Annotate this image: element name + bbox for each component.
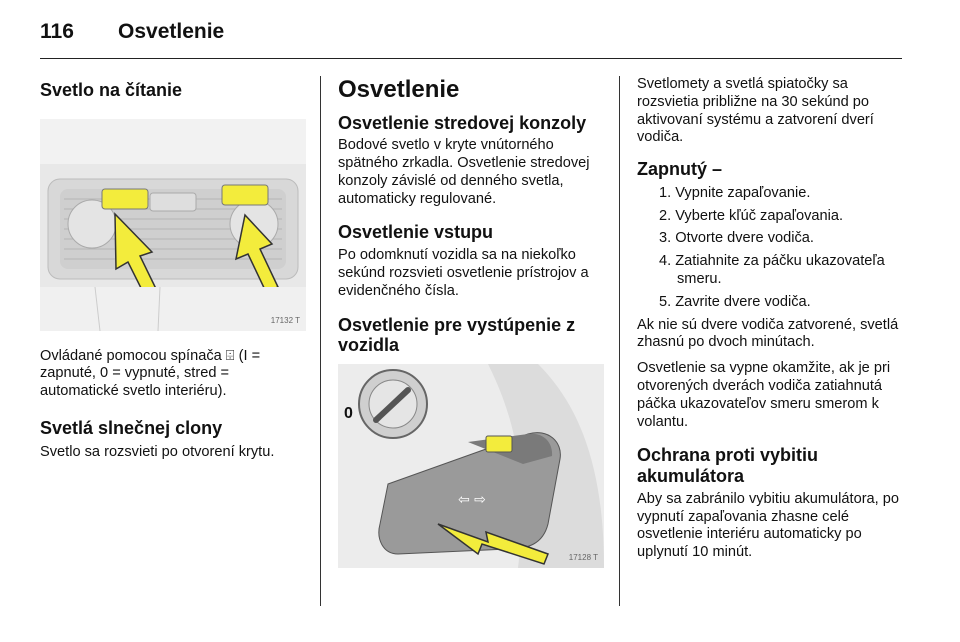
- switch-off-text: Osvetlenie sa vypne okamžite, ak je pri otvorených dverách vodiča zatiahnutá páčka ukazovateľov smeru smerom k volantu.: [637, 360, 891, 430]
- list-item: 1. Vypnite zapaľovanie.: [659, 184, 811, 201]
- reading-light-illustration: [40, 119, 306, 331]
- sun-visor-text: Svetlo sa rozsvieti po otvorení krytu.: [40, 443, 275, 460]
- svg-text:⇦ ⇨: ⇦ ⇨: [458, 491, 486, 508]
- heading-sun-visor-lights: Svetlá slnečnej clony: [40, 418, 223, 439]
- heading-console-light: Osvetlenie stredovej konzoly: [338, 112, 587, 133]
- heading-reading-light: Svetlo na čítanie: [40, 80, 183, 100]
- reading-light-figure: [40, 119, 306, 331]
- intro-text: Svetlomety a svetlá spiatočky sa rozsvietia približne na 30 sekúnd po aktivovaní systému a zatvorení dverí vodiča.: [637, 76, 874, 146]
- reading-light-text: Ovládané pomocou spínača ⌹ (I = zapnuté, 0 = vypnuté, stred = automatické svetlo interiéru).: [40, 347, 261, 400]
- section-title: Osvetlenie: [338, 76, 460, 103]
- exit-light-illustration: [338, 364, 604, 568]
- page-number: 116: [40, 20, 74, 43]
- column-divider-1: [320, 76, 321, 606]
- heading-switch-on: Zapnutý –: [637, 159, 723, 180]
- heading-battery-protection: Ochrana proti vybitiu akumulátora: [637, 445, 819, 487]
- list-item: 5. Zavrite dvere vodiča.: [659, 293, 811, 310]
- column-right: [637, 76, 907, 562]
- heading-exit-light: Osvetlenie pre vystúpenie z vozidla: [338, 314, 576, 356]
- list-item: 4. Zatiahnite za páčku ukazovateľa smeru.: [659, 253, 885, 288]
- column-left: [40, 76, 308, 462]
- figure-code-2: 17128 T: [568, 552, 598, 562]
- list-item: 2. Vyberte kľúč zapaľovania.: [659, 207, 844, 224]
- heading-entry-light: Osvetlenie vstupu: [338, 222, 494, 243]
- console-light-text: Bodové svetlo v kryte vnútorného spätného zrkadla. Osvetlenie stredovej konzoly závislé od denného svetla, automaticky regulované.: [338, 137, 590, 207]
- entry-light-text: Po odomknutí vozidla sa na niekoľko sekúnd rozsvieti osvetlenie prístrojov a evidenčného čísla.: [338, 247, 589, 299]
- battery-protection-text: Aby sa zabránilo vybitiu akumulátora, po vypnutí zapaľovania zhasne celé osvetlenie interiéru automaticky po uplynutí 10 minút.: [637, 490, 900, 561]
- page-title: Osvetlenie: [118, 20, 225, 43]
- door-not-closed-text: Ak nie sú dvere vodiča zatvorené, svetlá zhasnú po dvoch minútach.: [637, 316, 899, 351]
- exit-light-figure: [338, 364, 604, 568]
- column-middle: [338, 76, 610, 568]
- figure-label-zero: 0: [344, 404, 353, 422]
- steps-list: [637, 185, 907, 312]
- list-item: 3. Otvorte dvere vodiča.: [659, 230, 814, 247]
- column-divider-2: [619, 76, 620, 606]
- header-rule: [40, 58, 902, 59]
- figure-code: 17132 T: [270, 315, 300, 325]
